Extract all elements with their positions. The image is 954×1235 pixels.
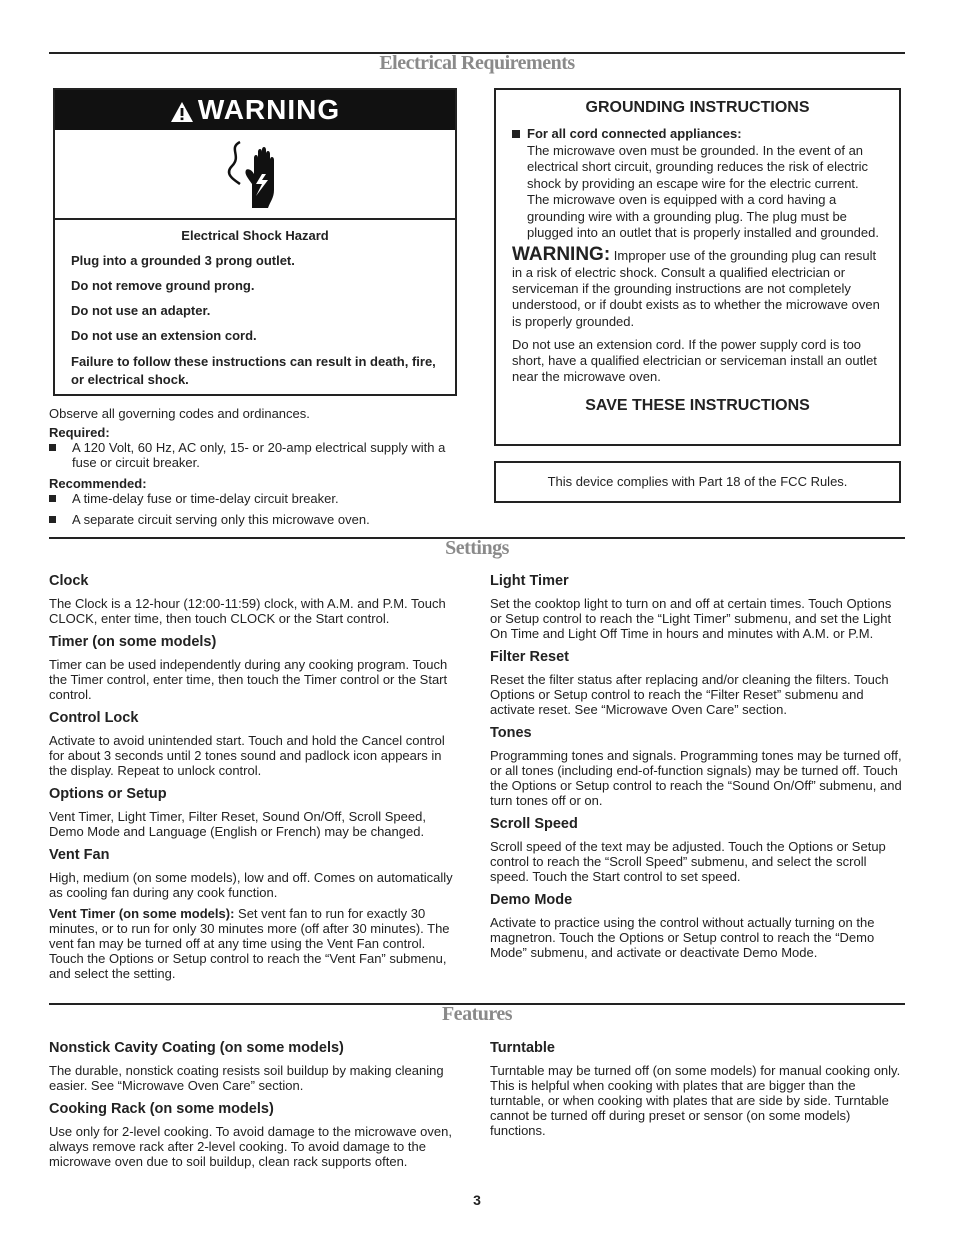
feature-text: Use only for 2-level cooking. To avoid damage to the microwave oven, always remove rack after 2-level cooking. To avoid damage to the microwave oven due to soil buildup, clean rack supports often. bbox=[49, 1124, 452, 1169]
setting-title: Control Lock bbox=[49, 710, 139, 726]
warning-line: Do not remove ground prong. bbox=[71, 278, 255, 293]
square-bullet-icon bbox=[49, 516, 56, 523]
setting-title: Tones bbox=[490, 725, 532, 741]
section-title-electrical: Electrical Requirements bbox=[379, 52, 575, 74]
setting-text: Scroll speed of the text may be adjusted. Touch the Options or Setup control to reach the “Scroll Speed” submenu, and select the scroll speed. Touch the Start control to set speed. bbox=[490, 839, 886, 884]
list-item bbox=[49, 491, 459, 506]
setting-text: Activate to avoid unintended start. Touch and hold the Cancel control for about 3 seconds until 2 tones sound and padlock icon appears in the display. Repeat to unlock control. bbox=[49, 733, 445, 778]
section-title-settings: Settings bbox=[445, 537, 509, 559]
warning-header bbox=[55, 90, 455, 130]
grounding-warning bbox=[512, 244, 883, 329]
grounding-item-label: For all cord connected appliances: bbox=[527, 126, 742, 141]
warning-line: Plug into a grounded 3 prong outlet. bbox=[71, 253, 295, 268]
warning-body bbox=[55, 220, 455, 389]
setting-text: Set the cooktop light to turn on and off at certain times. Touch Options or Setup control to reach the “Light Timer” submenu, and set the Light On Time and Light Off Time in hours and minutes with A.M. or P.M. bbox=[490, 596, 892, 641]
setting-title: Clock bbox=[49, 573, 89, 589]
recommended-item: A time-delay fuse or time-delay circuit breaker. bbox=[72, 491, 339, 506]
warning-line: Do not use an adapter. bbox=[71, 303, 211, 318]
feature-text: The durable, nonstick coating resists soil buildup by making cleaning easier. See “Microwave Oven Care” section. bbox=[49, 1063, 444, 1093]
setting-title: Timer (on some models) bbox=[49, 634, 217, 650]
requirements bbox=[49, 406, 459, 527]
vent-timer-body: Set vent fan to run for exactly 30 minutes, or to run for only 30 minutes more (off after 30 minutes). The vent fan may be turned off at any time using the Vent Fan control. Touch the Options or Setup control to reach the “Vent Fan” submenu, and select the setting. bbox=[49, 906, 450, 981]
setting-text: Programming tones and signals. Programming tones may be turned off, or all tones (including end-of-function signals) may be turned off. Touch the Options or Setup control to reach the “Sound On/Off” submenu, and turn tones off or on. bbox=[490, 748, 902, 808]
warning-failure: Failure to follow these instructions can result in death, fire, or electrical shock. bbox=[71, 354, 436, 387]
feature-title: Nonstick Cavity Coating (on some models) bbox=[49, 1040, 344, 1056]
required-label: Required: bbox=[49, 425, 110, 440]
grounding-title: GROUNDING INSTRUCTIONS bbox=[585, 99, 810, 116]
warning-line: Do not use an extension cord. bbox=[71, 328, 257, 343]
square-bullet-icon bbox=[49, 495, 56, 502]
hazard-title: Electrical Shock Hazard bbox=[181, 228, 329, 243]
setting-title: Filter Reset bbox=[490, 649, 569, 665]
square-bullet-icon bbox=[512, 130, 520, 138]
feature-title: Turntable bbox=[490, 1040, 555, 1056]
warning-triangle-icon bbox=[170, 101, 194, 123]
shock-hazard-area bbox=[55, 130, 455, 220]
grounding-warning-text: Improper use of the grounding plug can result in a risk of electric shock. Consult a qualified electrician or serviceman if the grounding instructions are not completely understood, or if doubt exists as to whether the microwave oven is properly grounded. bbox=[512, 248, 880, 329]
setting-text: Activate to practice using the control without actually turning on the magnetron. Touch the Options or Setup control to reach the “Demo Mode” submenu, and activate or deactivate Demo Mode. bbox=[490, 915, 875, 960]
setting-text: The Clock is a 12-hour (12:00-11:59) clock, with A.M. and P.M. Touch CLOCK, enter time, then touch CLOCK or the Start control. bbox=[49, 596, 446, 626]
setting-title: Options or Setup bbox=[49, 786, 167, 802]
vent-timer-label: Vent Timer (on some models): bbox=[49, 906, 235, 921]
setting-title: Scroll Speed bbox=[490, 816, 578, 832]
electric-shock-hand-icon bbox=[220, 138, 290, 212]
feature-text: Turntable may be turned off (on some models) for manual cooking only. This is helpful when cooking with plates that are bigger than the turntable, or when cooking with plates that are side by side. Turntable cannot be turned off during preset or sensor (on some models) functions. bbox=[490, 1063, 901, 1138]
settings-left-column bbox=[49, 573, 463, 981]
settings-right-column bbox=[490, 573, 904, 960]
grounding-item-text: The microwave oven must be grounded. In the event of an electrical short circuit, grounding reduces the risk of electric shock by providing an escape wire for the electric current. The microwave oven is equipped with a cord having a grounding wire with a grounding plug. The plug must be plugged into an outlet that is properly installed and grounded. bbox=[527, 143, 879, 241]
setting-title: Vent Fan bbox=[49, 847, 110, 863]
warning-box bbox=[53, 88, 457, 396]
setting-text: Reset the filter status after replacing and/or cleaning the filters. Touch Options or Setup control to reach the “Filter Reset” submenu and activate reset. See “Microwave Oven Care” section. bbox=[490, 672, 889, 717]
vent-timer-text bbox=[49, 906, 463, 981]
setting-text: Vent Timer, Light Timer, Filter Reset, Sound On/Off, Scroll Speed, Demo Mode and Language (English or French) may be changed. bbox=[49, 809, 426, 839]
recommended-label: Recommended: bbox=[49, 476, 147, 491]
section-title-features: Features bbox=[441, 1003, 513, 1025]
observe-codes: Observe all governing codes and ordinances. bbox=[49, 406, 310, 421]
required-item: A 120 Volt, 60 Hz, AC only, 15- or 20-amp electrical supply with a fuse or circuit breaker. bbox=[72, 440, 446, 470]
square-bullet-icon bbox=[49, 444, 56, 451]
fcc-notice: This device complies with Part 18 of the FCC Rules. bbox=[494, 461, 901, 503]
setting-title: Demo Mode bbox=[490, 892, 573, 908]
grounding-warning-label: WARNING: bbox=[512, 244, 611, 266]
features-left-column bbox=[49, 1040, 463, 1169]
list-item bbox=[49, 512, 459, 527]
setting-title: Light Timer bbox=[490, 573, 569, 589]
setting-text: Timer can be used independently during any cooking program. Touch the Timer control, enter time, then touch the Timer control or the Start control. bbox=[49, 657, 448, 702]
warning-header-text: WARNING bbox=[197, 94, 341, 125]
recommended-item: A separate circuit serving only this microwave oven. bbox=[72, 512, 370, 527]
list-item bbox=[49, 440, 459, 470]
save-instructions: SAVE THESE INSTRUCTIONS bbox=[585, 396, 810, 414]
grounding-extension-text: Do not use an extension cord. If the power supply cord is too short, have a qualified electrician or serviceman install an outlet near the microwave oven. bbox=[512, 336, 877, 385]
features-right-column bbox=[490, 1040, 904, 1138]
feature-title: Cooking Rack (on some models) bbox=[49, 1101, 274, 1117]
page-number: 3 bbox=[473, 1192, 481, 1208]
grounding-item bbox=[512, 126, 883, 241]
setting-text: High, medium (on some models), low and off. Comes on automatically as cooling fan during any cook function. bbox=[49, 870, 453, 900]
grounding-instructions-box bbox=[494, 88, 901, 446]
